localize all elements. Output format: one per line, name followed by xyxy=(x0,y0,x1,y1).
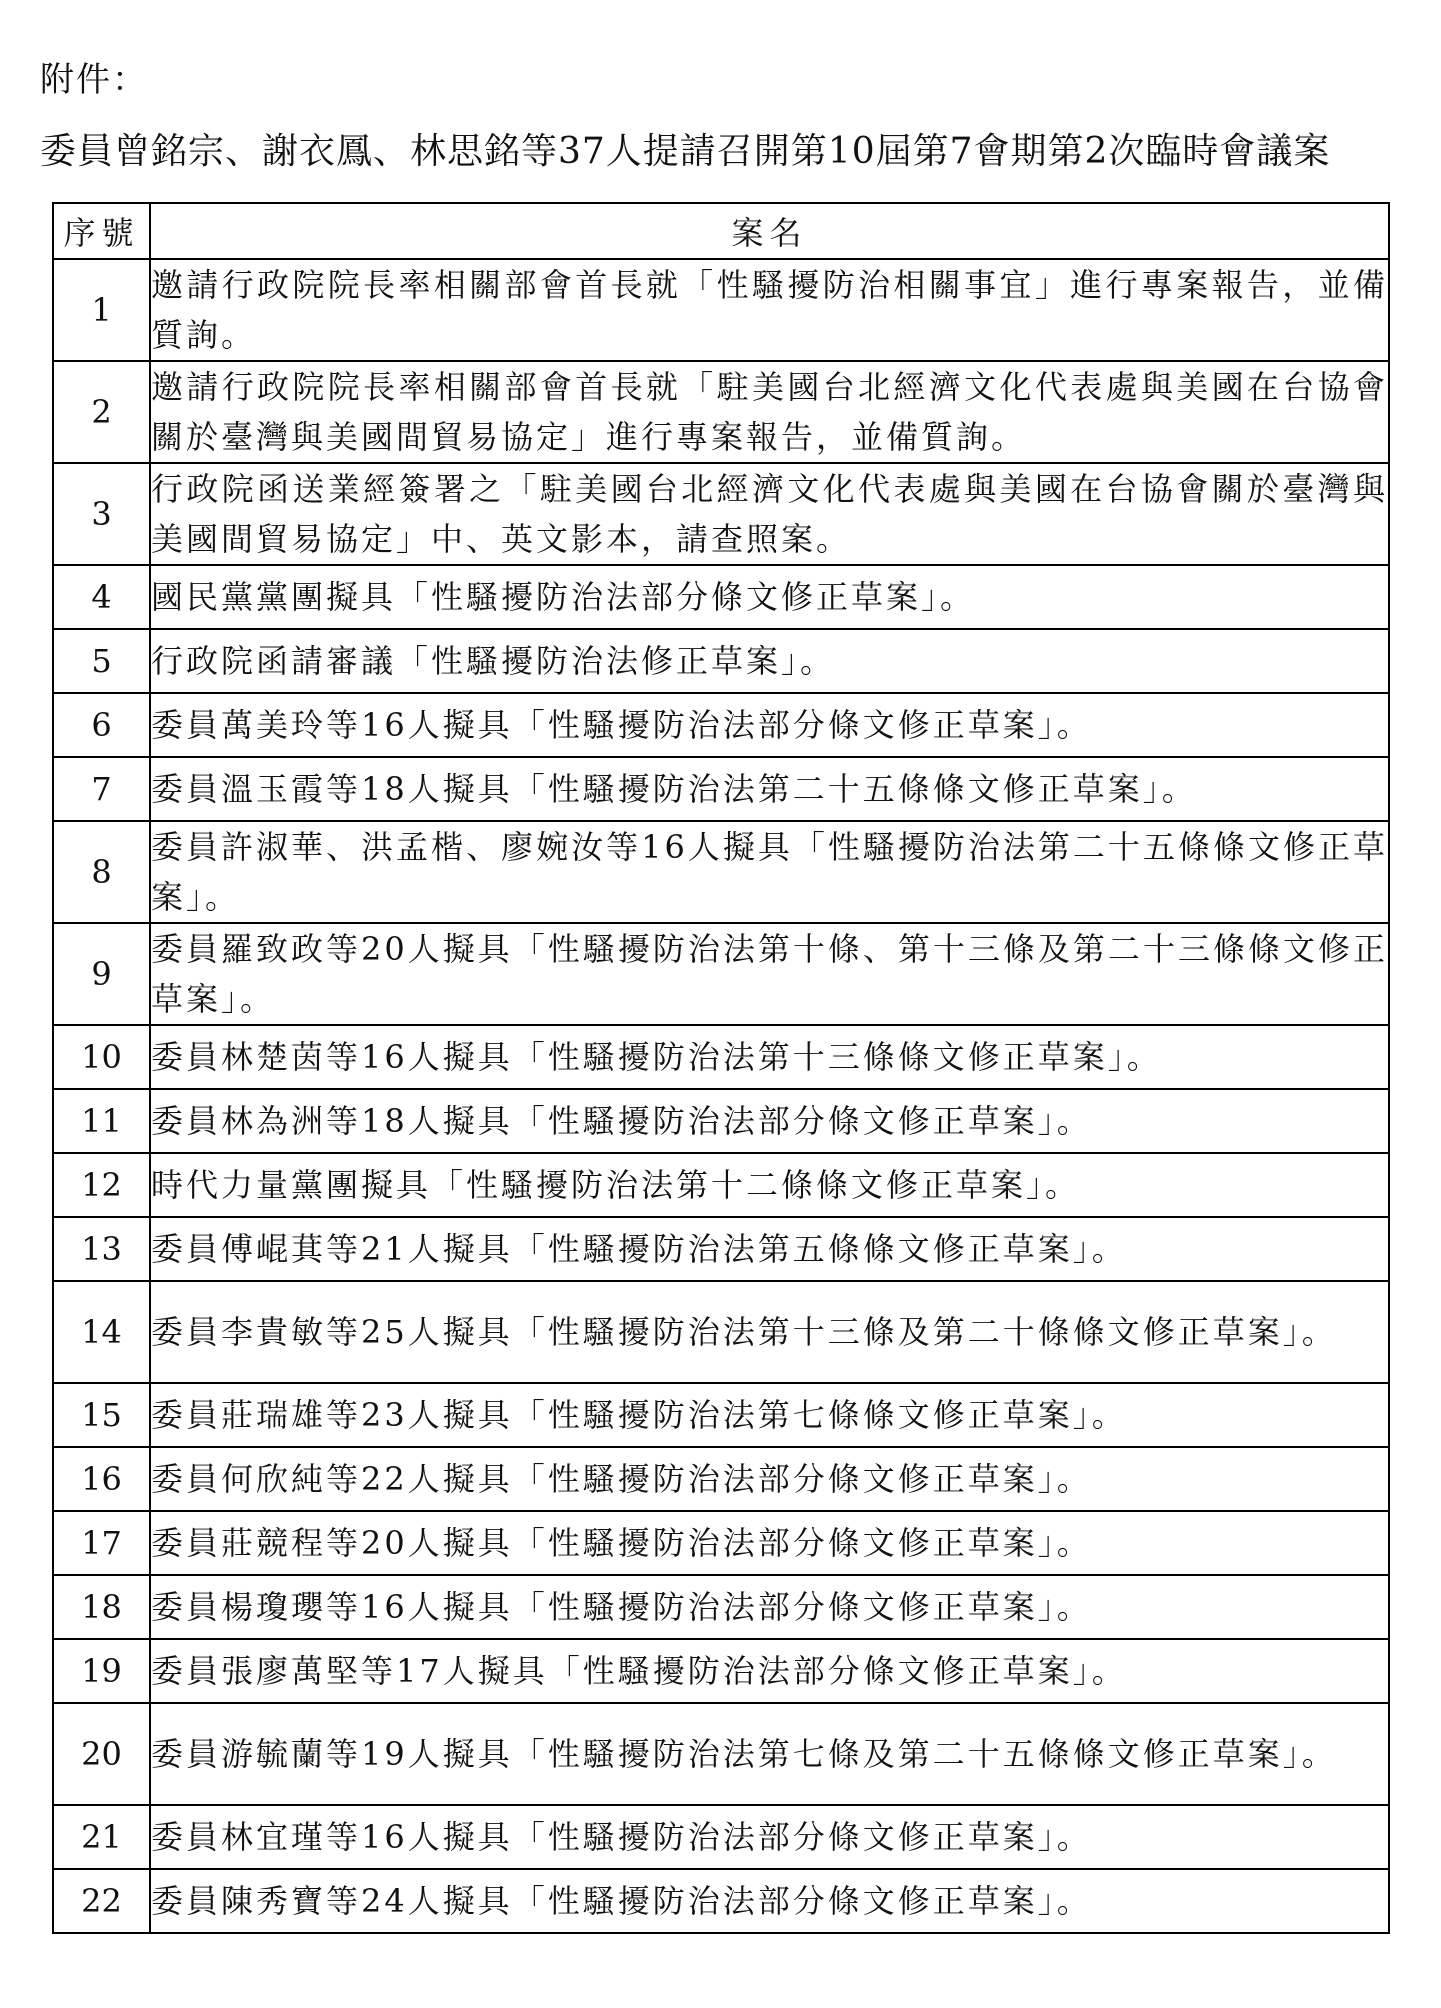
case-name: 委員溫玉霞等18人擬具「性騷擾防治法第二十五條條文修正草案」。 xyxy=(150,757,1389,821)
table-row xyxy=(53,1153,1389,1217)
case-name: 委員楊瓊瓔等16人擬具「性騷擾防治法部分條文修正草案」。 xyxy=(150,1575,1389,1639)
case-name: 行政院函請審議「性騷擾防治法修正草案」。 xyxy=(150,629,1389,693)
table-row xyxy=(53,1383,1389,1447)
case-name: 委員何欣純等22人擬具「性騷擾防治法部分條文修正草案」。 xyxy=(150,1447,1389,1511)
case-name: 委員萬美玲等16人擬具「性騷擾防治法部分條文修正草案」。 xyxy=(150,693,1389,757)
case-name: 委員林楚茵等16人擬具「性騷擾防治法第十三條條文修正草案」。 xyxy=(150,1025,1389,1089)
row-number: 9 xyxy=(53,923,150,1025)
table-row xyxy=(53,1639,1389,1703)
table-row xyxy=(53,757,1389,821)
row-number: 20 xyxy=(53,1703,150,1805)
table-row xyxy=(53,1869,1389,1933)
row-number: 16 xyxy=(53,1447,150,1511)
case-name: 委員羅致政等20人擬具「性騷擾防治法第十條、第十三條及第二十三條條文修正草案」。 xyxy=(150,923,1389,1025)
row-number: 13 xyxy=(53,1217,150,1281)
case-name: 委員游毓蘭等19人擬具「性騷擾防治法第七條及第二十五條條文修正草案」。 xyxy=(150,1703,1389,1805)
case-name: 委員張廖萬堅等17人擬具「性騷擾防治法部分條文修正草案」。 xyxy=(150,1639,1389,1703)
table-row xyxy=(53,1025,1389,1089)
case-name: 委員莊競程等20人擬具「性騷擾防治法部分條文修正草案」。 xyxy=(150,1511,1389,1575)
case-name: 委員林宜瑾等16人擬具「性騷擾防治法部分條文修正草案」。 xyxy=(150,1805,1389,1869)
row-number: 8 xyxy=(53,821,150,923)
table-header-row xyxy=(53,203,1389,259)
row-number: 1 xyxy=(53,259,150,361)
case-name: 委員李貴敏等25人擬具「性騷擾防治法第十三條及第二十條條文修正草案」。 xyxy=(150,1281,1389,1383)
header-case-name: 案名 xyxy=(150,203,1389,259)
cases-table xyxy=(52,202,1390,1934)
row-number: 4 xyxy=(53,565,150,629)
document-title: 委員曾銘宗、謝衣鳳、林思銘等37人提請召開第10屆第7會期第2次臨時會議案 xyxy=(40,131,1331,172)
row-number: 17 xyxy=(53,1511,150,1575)
table-row xyxy=(53,565,1389,629)
table-row xyxy=(53,1703,1389,1805)
case-name: 時代力量黨團擬具「性騷擾防治法第十二條條文修正草案」。 xyxy=(150,1153,1389,1217)
row-number: 3 xyxy=(53,463,150,565)
row-number: 6 xyxy=(53,693,150,757)
table-row xyxy=(53,1089,1389,1153)
table-row xyxy=(53,259,1389,361)
case-name: 委員許淑華、洪孟楷、廖婉汝等16人擬具「性騷擾防治法第二十五條條文修正草案」。 xyxy=(150,821,1389,923)
table-row xyxy=(53,693,1389,757)
row-number: 14 xyxy=(53,1281,150,1383)
table-row xyxy=(53,923,1389,1025)
row-number: 22 xyxy=(53,1869,150,1933)
row-number: 5 xyxy=(53,629,150,693)
row-number: 19 xyxy=(53,1639,150,1703)
table-row xyxy=(53,1447,1389,1511)
table-row xyxy=(53,1805,1389,1869)
case-name: 委員林為洲等18人擬具「性騷擾防治法部分條文修正草案」。 xyxy=(150,1089,1389,1153)
row-number: 10 xyxy=(53,1025,150,1089)
table-row xyxy=(53,361,1389,463)
row-number: 12 xyxy=(53,1153,150,1217)
table-row xyxy=(53,821,1389,923)
table-row xyxy=(53,1575,1389,1639)
case-name: 委員陳秀寶等24人擬具「性騷擾防治法部分條文修正草案」。 xyxy=(150,1869,1389,1933)
case-name: 邀請行政院院長率相關部會首長就「駐美國台北經濟文化代表處與美國在台協會關於臺灣與美國間貿易協定」進行專案報告，並備質詢。 xyxy=(150,361,1389,463)
row-number: 7 xyxy=(53,757,150,821)
row-number: 15 xyxy=(53,1383,150,1447)
case-name: 邀請行政院院長率相關部會首長就「性騷擾防治相關事宜」進行專案報告，並備質詢。 xyxy=(150,259,1389,361)
table-row xyxy=(53,463,1389,565)
case-name: 委員傅崐萁等21人擬具「性騷擾防治法第五條條文修正草案」。 xyxy=(150,1217,1389,1281)
row-number: 11 xyxy=(53,1089,150,1153)
table-row xyxy=(53,629,1389,693)
header-serial-number: 序號 xyxy=(53,203,150,259)
row-number: 18 xyxy=(53,1575,150,1639)
table-row xyxy=(53,1217,1389,1281)
row-number: 21 xyxy=(53,1805,150,1869)
attachment-label: 附件： xyxy=(40,60,148,100)
table-row xyxy=(53,1281,1389,1383)
case-name: 委員莊瑞雄等23人擬具「性騷擾防治法第七條條文修正草案」。 xyxy=(150,1383,1389,1447)
case-name: 行政院函送業經簽署之「駐美國台北經濟文化代表處與美國在台協會關於臺灣與美國間貿易協定」中、英文影本，請查照案。 xyxy=(150,463,1389,565)
table-row xyxy=(53,1511,1389,1575)
case-name: 國民黨黨團擬具「性騷擾防治法部分條文修正草案」。 xyxy=(150,565,1389,629)
row-number: 2 xyxy=(53,361,150,463)
